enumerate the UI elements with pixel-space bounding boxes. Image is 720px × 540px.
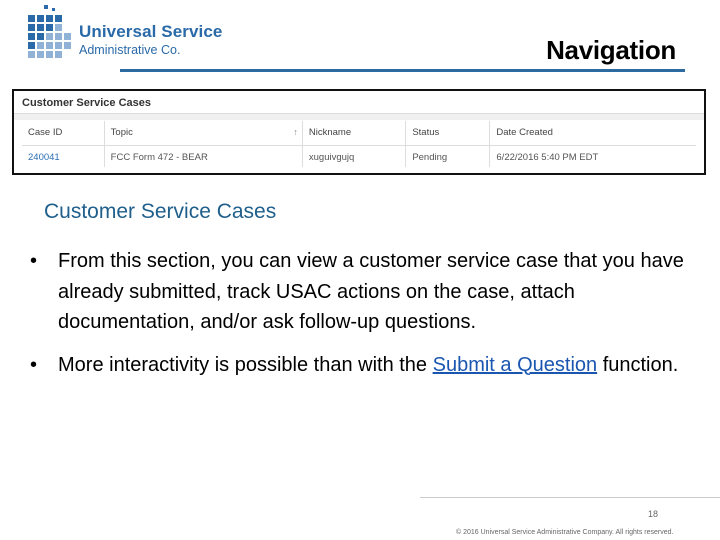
column-header-topic[interactable]: Topic ↑ [104, 121, 302, 146]
column-header-nickname[interactable]: Nickname [302, 121, 405, 146]
bullet-item [30, 350, 710, 381]
screenshot-toolbar [14, 113, 704, 120]
bullet-list [30, 246, 710, 380]
submit-a-question-link[interactable]: Submit a Question [432, 353, 598, 376]
status-cell: Pending [406, 146, 490, 168]
column-header-status[interactable]: Status [406, 121, 490, 146]
table-row[interactable] [22, 146, 696, 168]
nickname-cell: xuguivgujq [302, 146, 405, 168]
bullet-item [30, 246, 710, 338]
date-created-cell: 6/22/2016 5:40 PM EDT [490, 146, 696, 168]
table-header-row [22, 121, 696, 146]
section-heading: Customer Service Cases [44, 200, 277, 223]
bullet-text-before: More interactivity is possible than with the [58, 353, 433, 376]
logo-text-line1: Universal Service [79, 22, 223, 41]
bullet-text-after: function. [597, 353, 679, 376]
sort-arrow-icon[interactable]: ↑ [293, 126, 298, 137]
header-divider [120, 69, 685, 72]
case-id-cell[interactable]: 240041 [28, 151, 60, 163]
customer-service-cases-screenshot [12, 89, 706, 175]
column-header-case-id[interactable]: Case ID [22, 121, 104, 146]
usac-logo [22, 5, 222, 63]
topic-cell: FCC Form 472 - BEAR [104, 146, 302, 168]
bullet-dot: • [30, 353, 38, 376]
page-title: Navigation [546, 35, 676, 65]
copyright-notice: © 2016 Universal Service Administrative Company. All rights reserved. [456, 529, 674, 536]
bullet-text: From this section, you can view a customer service case that you have already submitted, track USAC actions on the case, attach documentation, and/or ask follow-up questions. [58, 250, 684, 333]
footer-divider [420, 497, 720, 498]
bullet-dot: • [30, 250, 38, 272]
screenshot-title: Customer Service Cases [22, 97, 152, 109]
usac-logo-mark [22, 5, 74, 61]
column-header-date-created[interactable]: Date Created [490, 121, 696, 146]
logo-text-line2: Administrative Co. [79, 43, 181, 57]
cases-table [22, 121, 696, 167]
page-number: 18 [648, 509, 659, 519]
